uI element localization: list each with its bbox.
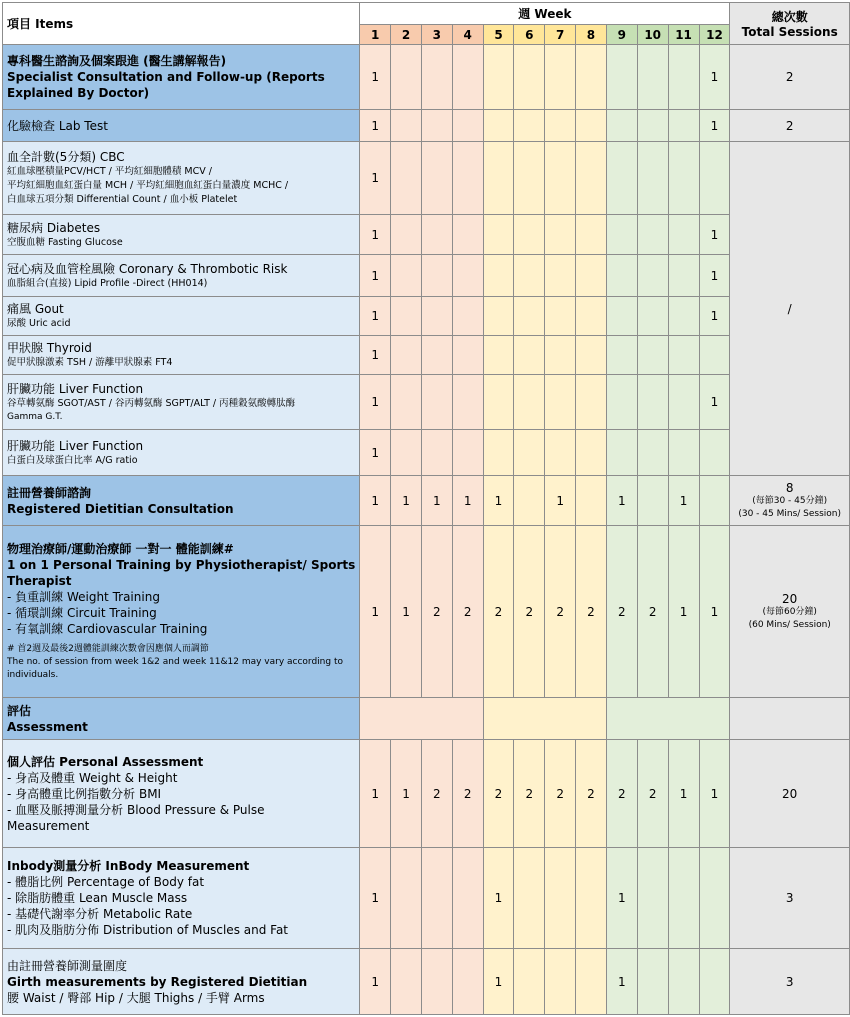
session-cell [576,110,607,142]
session-cell: 1 [699,375,730,430]
session-cell [668,336,699,375]
session-cell [668,215,699,255]
item-text: # 首2週及最後2週體能訓練次數會因應個人而調節 [7,644,209,654]
session-cell [668,110,699,142]
session-cell: 2 [606,526,637,698]
session-cell: 1 [360,336,391,375]
item-text: Assessment [7,719,88,734]
session-cell [391,375,422,430]
session-cell [421,949,452,1015]
session-cell [668,142,699,215]
item-text: 化驗檢查 Lab Test [7,118,108,133]
session-cell [576,215,607,255]
session-cell [391,142,422,215]
session-cell [606,45,637,110]
item-text: individuals. [7,670,59,680]
total-cell [730,45,850,110]
session-cell [668,45,699,110]
session-cell: 1 [699,297,730,336]
session-cell [483,215,514,255]
session-cell: 1 [668,476,699,526]
session-cell [483,45,514,110]
table-row [3,375,850,430]
session-cell: 1 [391,526,422,698]
session-cell: 1 [699,110,730,142]
table-row [3,45,850,110]
session-cell: 1 [360,255,391,297]
session-cell [421,848,452,949]
session-cell [452,142,483,215]
total-cell [730,949,850,1015]
session-cell [421,336,452,375]
session-cell [514,949,545,1015]
session-cell: 1 [606,848,637,949]
session-cell [421,297,452,336]
item-cell [3,430,360,476]
session-cell [637,476,668,526]
session-cell [576,949,607,1015]
total-value: 20 [782,591,798,606]
session-cell [606,110,637,142]
table-row [3,526,850,698]
session-cell [576,255,607,297]
item-text: 腰 Waist / 臀部 Hip / 大腿 Thighs / 手臂 Arms [7,990,265,1005]
item-text: 註冊營養師諮詢 [7,485,92,500]
table-row [3,255,850,297]
item-text: - 血壓及脈搏測量分析 Blood Pressure & Pulse [7,802,265,817]
week-number: 8 [576,25,607,45]
session-cell [452,110,483,142]
session-cell [391,848,422,949]
table-row [3,110,850,142]
item-cell [3,255,360,297]
session-cell: 1 [360,215,391,255]
session-cell [545,848,576,949]
session-cell [514,110,545,142]
item-cell [3,375,360,430]
session-cell [668,297,699,336]
session-cell [391,45,422,110]
session-cell: 2 [514,526,545,698]
session-cell: 1 [360,142,391,215]
total-sessions-header: 總次數 Total Sessions [730,3,850,45]
item-text: - 身高及體重 Weight & Height [7,770,178,785]
session-cell [514,848,545,949]
session-cell [452,297,483,336]
session-cell [606,336,637,375]
session-cell [483,430,514,476]
session-cell [699,336,730,375]
total-cell [730,526,850,698]
item-text: - 肌肉及脂肪分佈 Distribution of Muscles and Fat [7,923,289,937]
total-value: 3 [785,974,794,989]
session-cell [576,45,607,110]
item-text: Girth measurements by Registered Dietitian [7,974,308,989]
session-cell [576,336,607,375]
session-cell [391,110,422,142]
session-cell [545,336,576,375]
lab-total-cell: / [730,142,850,476]
session-cell [576,375,607,430]
item-text: Therapist [7,574,72,588]
item-text: 谷草轉氨酶 SGOT/AST / 谷丙轉氨酶 SGPT/ALT / 丙種穀氨酸轉肽酶 [7,397,296,409]
week-number: 5 [483,25,514,45]
session-cell [421,375,452,430]
item-text: 糖尿病 Diabetes [7,220,101,235]
session-cell: 1 [699,45,730,110]
total-value: 8 [785,480,794,495]
session-cell [545,297,576,336]
total-cell [730,698,850,740]
session-cell: 1 [360,476,391,526]
item-cell [3,526,360,698]
session-cell [452,848,483,949]
item-text: 由註冊營養師測量圍度 [7,958,128,973]
session-cell [452,255,483,297]
session-cell [452,949,483,1015]
session-cell: 1 [391,476,422,526]
week-header: 週 Week [360,3,730,25]
item-cell [3,740,360,848]
session-cell [545,110,576,142]
total-cell [730,848,850,949]
session-cell: 2 [637,526,668,698]
session-cell [452,215,483,255]
total-value: 2 [785,118,794,133]
item-text: Explained By Doctor) [7,86,150,100]
item-text: - 循環訓練 Circuit Training [7,606,157,620]
table-row [3,215,850,255]
total-cell [730,740,850,848]
session-cell [421,142,452,215]
table-row [3,430,850,476]
item-text: 血全計數(5分類) CBC [7,150,125,164]
session-cell [576,297,607,336]
session-cell: 1 [360,297,391,336]
session-cell [637,255,668,297]
total-note: (每節60分鐘) [762,606,817,617]
session-cell [514,297,545,336]
total-cell [730,110,850,142]
item-text: 尿酸 Uric acid [7,318,71,329]
session-cell: 1 [360,110,391,142]
session-cell: 2 [514,740,545,848]
session-cell [421,255,452,297]
item-text: - 負重訓練 Weight Training [7,590,160,604]
week-number: 6 [514,25,545,45]
item-text: 專科醫生諮詢及個案跟進 (醫生講解報告) [7,54,227,68]
item-cell [3,698,360,740]
session-cell: 1 [452,476,483,526]
item-cell [3,336,360,375]
session-cell: 1 [421,476,452,526]
item-text: 甲狀腺 Thyroid [7,341,92,355]
session-cell [606,142,637,215]
session-cell [514,45,545,110]
session-cell [514,476,545,526]
item-text: 紅血球壓積量PCV/HCT / 平均紅細胞體積 MCV / [7,166,212,177]
item-text: - 體脂比例 Percentage of Body fat [7,875,205,889]
session-cell [637,215,668,255]
session-cell: 2 [606,740,637,848]
session-cell: 1 [606,476,637,526]
week-number: 4 [452,25,483,45]
schedule-table [2,2,850,1015]
session-cell [637,297,668,336]
item-text: - 除脂肪體重 Lean Muscle Mass [7,891,188,905]
item-text: 空腹血糖 Fasting Glucose [7,236,123,248]
session-cell [483,375,514,430]
item-text: 1 on 1 Personal Training by Physiotherapist/ Sports [7,558,356,572]
session-cell [421,430,452,476]
session-cell: 1 [606,949,637,1015]
total-note: (30 - 45 Mins/ Session) [738,508,842,519]
session-cell [514,336,545,375]
item-text: 白血球五項分類 Differential Count / 血小板 Platelet [7,194,238,205]
table-row [3,848,850,949]
week-number: 1 [360,25,391,45]
session-cell: 1 [360,375,391,430]
session-cell [606,375,637,430]
item-cell [3,215,360,255]
session-cell [668,255,699,297]
session-cell [637,142,668,215]
session-cell [483,255,514,297]
session-cell [421,215,452,255]
week-number: 12 [699,25,730,45]
table-row [3,336,850,375]
session-cell [483,297,514,336]
session-cell [668,949,699,1015]
session-cell: 2 [452,526,483,698]
session-cell [514,430,545,476]
session-cell: 1 [360,848,391,949]
session-cell: 1 [699,526,730,698]
item-text: 平均紅細胞血紅蛋白量 MCH / 平均紅細胞血紅蛋白量濃度 MCHC / [7,180,289,191]
session-cell [545,255,576,297]
item-cell [3,476,360,526]
item-text: - 有氧訓練 Cardiovascular Training [7,622,208,636]
session-cell: 1 [668,740,699,848]
session-cell: 1 [699,215,730,255]
session-cell [699,949,730,1015]
table-row [3,142,850,215]
session-cell [668,375,699,430]
session-cell [514,375,545,430]
session-cell [576,142,607,215]
session-cell: 1 [668,526,699,698]
item-text: 白蛋白及球蛋白比率 A/G ratio [7,454,138,466]
session-cell: 2 [483,740,514,848]
assessment-band [606,698,730,740]
session-cell [637,45,668,110]
session-cell [606,255,637,297]
session-cell [545,430,576,476]
session-cell [391,255,422,297]
session-cell [545,375,576,430]
session-cell [391,215,422,255]
total-note: (60 Mins/ Session) [748,619,831,630]
item-text: Registered Dietitian Consultation [7,501,234,516]
session-cell [668,430,699,476]
item-cell [3,848,360,949]
session-cell: 2 [421,740,452,848]
session-cell: 2 [421,526,452,698]
item-text: 物理治療師/運動治療師 一對一 體能訓練# [7,542,234,556]
total-value: 3 [785,891,794,905]
session-cell: 2 [545,740,576,848]
table-row [3,476,850,526]
table-row [3,949,850,1015]
session-cell [699,848,730,949]
item-text: 促甲狀腺激素 TSH / 游離甲狀腺素 FT4 [7,357,173,368]
session-cell [545,45,576,110]
session-cell [668,848,699,949]
session-cell [545,142,576,215]
session-cell: 2 [483,526,514,698]
item-text: 血脂組合(直接) Lipid Profile -Direct (HH014) [7,277,208,289]
item-text: 評估 [7,703,32,718]
table-row [3,740,850,848]
session-cell: 2 [452,740,483,848]
session-cell [452,336,483,375]
total-note: (每節30 - 45分鐘) [752,495,828,506]
session-cell [637,110,668,142]
item-text: Inbody測量分析 InBody Measurement [7,859,250,873]
session-cell [452,430,483,476]
session-cell: 1 [360,949,391,1015]
item-text: Gamma G.T. [7,411,63,422]
total-value: 20 [782,786,798,801]
week-number: 10 [637,25,668,45]
session-cell: 1 [483,848,514,949]
session-cell [606,430,637,476]
item-cell [3,45,360,110]
session-cell [637,430,668,476]
assessment-band [483,698,606,740]
session-cell: 1 [360,45,391,110]
session-cell [576,476,607,526]
session-cell [483,336,514,375]
session-cell [514,215,545,255]
session-cell [421,45,452,110]
week-number: 7 [545,25,576,45]
item-cell [3,297,360,336]
session-cell: 1 [545,476,576,526]
total-value: 2 [785,70,794,84]
session-cell [391,949,422,1015]
session-cell [699,476,730,526]
session-cell [637,375,668,430]
session-cell [576,430,607,476]
item-cell [3,142,360,215]
session-cell: 2 [545,526,576,698]
item-text: Specialist Consultation and Follow-up (Reports [7,70,325,84]
week-number: 9 [606,25,637,45]
item-cell [3,110,360,142]
session-cell [699,430,730,476]
total-cell [730,476,850,526]
session-cell: 1 [360,740,391,848]
week-number: 11 [668,25,699,45]
item-text: - 身高體重比例指數分析 BMI [7,786,162,801]
session-cell [391,430,422,476]
session-cell [637,848,668,949]
session-cell: 1 [360,526,391,698]
item-text: - 基礎代謝率分析 Metabolic Rate [7,907,193,921]
session-cell: 1 [391,740,422,848]
items-header: 項目 Items [3,3,360,45]
session-cell [483,110,514,142]
session-cell [452,375,483,430]
session-cell: 1 [360,430,391,476]
session-cell: 1 [699,255,730,297]
session-cell [699,142,730,215]
session-cell [606,215,637,255]
session-cell: 1 [483,949,514,1015]
session-cell [391,297,422,336]
week-number: 2 [391,25,422,45]
item-cell [3,949,360,1015]
session-cell [514,255,545,297]
session-cell [483,142,514,215]
item-text: Measurement [7,818,90,833]
session-cell [606,297,637,336]
assessment-band [360,698,483,740]
session-cell: 2 [637,740,668,848]
session-cell [514,142,545,215]
session-cell [391,336,422,375]
session-cell [637,949,668,1015]
session-cell [576,848,607,949]
session-cell: 2 [576,526,607,698]
session-cell [545,215,576,255]
item-text: 肝臟功能 Liver Function [7,381,144,396]
item-text: 冠心病及血管栓風險 Coronary & Thrombotic Risk [7,261,288,276]
item-text: 痛風 Gout [7,302,64,316]
session-cell: 1 [699,740,730,848]
week-number: 3 [421,25,452,45]
session-cell: 2 [576,740,607,848]
table-row [3,297,850,336]
session-cell [545,949,576,1015]
table-row [3,698,850,740]
session-cell [637,336,668,375]
item-text: 肝臟功能 Liver Function [7,438,144,453]
session-cell [452,45,483,110]
item-text: 個人評估 Personal Assessment [7,754,204,769]
session-cell [421,110,452,142]
session-cell: 1 [483,476,514,526]
item-text: The no. of session from week 1&2 and week 11&12 may vary according to [7,657,343,667]
